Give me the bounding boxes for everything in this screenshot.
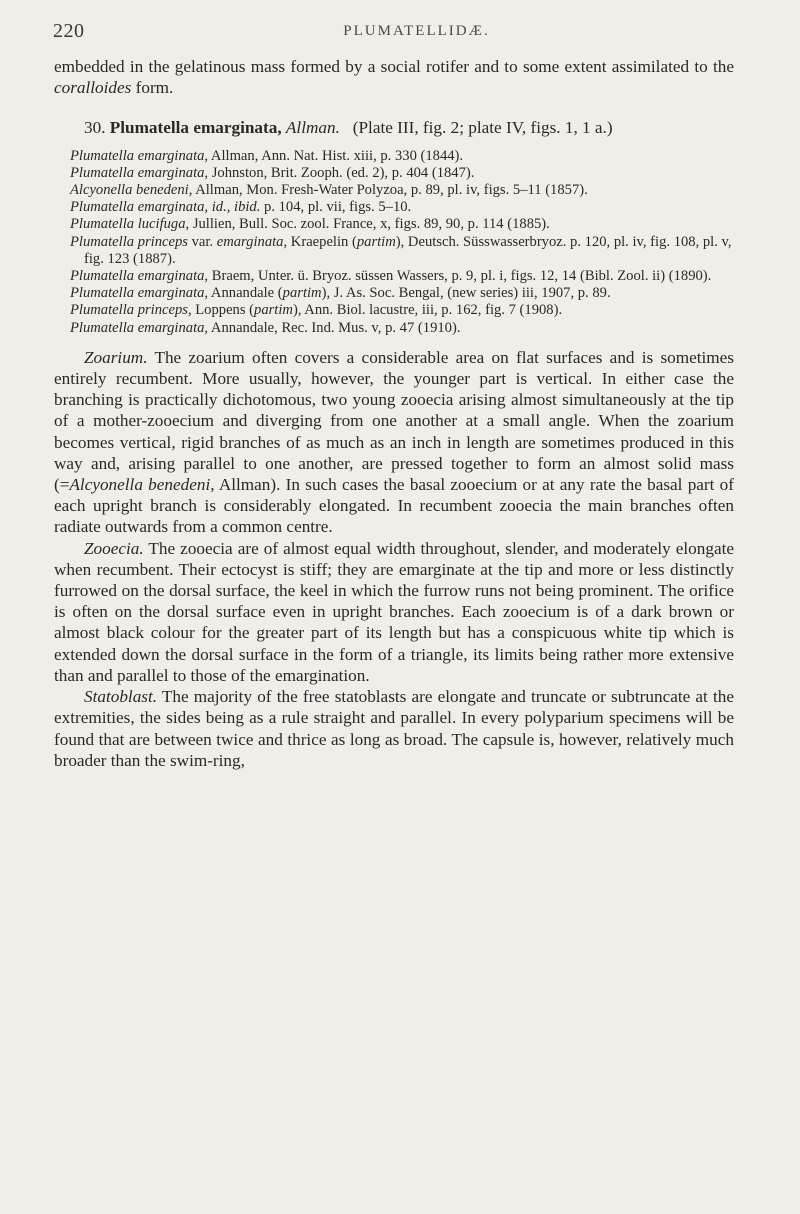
zooecia-label: Zooecia. [84,538,144,558]
species-number: 30. [84,118,106,138]
synonym-name: partim [356,233,396,250]
statoblast-text: The majority of the free statoblasts are elongate and truncate or subtruncate at the extremities, the sides being as a rule straight and parallel. In every polyparium specimens will be found that are between twice and thrice as long as broad. The capsule is, however, relatively much broader than the swim-ring, [54,687,734,770]
intro-paragraph [54,56,734,98]
running-head: PLUMATELLIDÆ. [343,23,490,39]
synonym-entry [54,302,734,319]
synonym-ref: Jullien, Bull. Soc. zool. France, x, figs. 89, 90, p. 114 (1885). [189,216,550,233]
synonym-entry [54,165,734,182]
synonym-ref: Allman, Ann. Nat. Hist. xiii, p. 330 (1844). [208,147,464,164]
synonym-ref: ), J. As. Soc. Bengal, (new series) iii, 1907, p. 89. [321,285,611,302]
synonym-name: emarginata, [216,233,288,250]
synonym-ref: Annandale ( [208,285,283,302]
synonym-ref: ), Deutsch. Süsswasserbryoz. p. 120, pl. iv, fig. 108, pl. v, fig. 123 (1887). [84,233,732,267]
synonym-ref: ), Ann. Biol. lacustre, iii, p. 162, fig. 7 (1908). [292,302,563,319]
synonym-ref: p. 104, pl. vii, figs. 5–10. [260,199,412,216]
synonym-name: Plumatella emarginata, [70,319,209,336]
synonym-ref: Annandale, Rec. Ind. Mus. v, p. 47 (1910). [208,319,461,336]
intro-text-end: form. [131,78,174,98]
synonym-name: Plumatella princeps, [70,302,192,319]
synonym-ref: var. [187,233,217,250]
zoarium-italic: Alcyonella benedeni, [69,475,215,495]
synonym-entry [54,148,734,165]
synonym-name: Plumatella lucifuga, [70,216,190,233]
intro-text: embedded in the gelatinous mass formed by a social rotifer and to some extent assimilated to the [54,57,734,76]
synonym-name: partim [254,302,293,319]
synonym-name: Plumatella emarginata, [70,164,209,181]
zoarium-text-end: Allman). In such cases the basal zooecium or at any rate the basal part of each upright branch is considerably elongated. In recumbent zooecia the main branches often radiate outwards from a common centre. [54,475,734,537]
zoarium-paragraph [54,347,734,538]
synonym-entry [54,285,734,302]
species-author: Allman. [285,118,340,138]
zoarium-label: Zoarium. [84,347,148,367]
species-heading [54,117,734,138]
synonym-ref: Braem, Unter. ü. Bryoz. süssen Wassers, p. 9, pl. i, figs. 12, 14 (Bibl. Zool. ii) (1890). [208,268,712,285]
synonym-name: Alcyonella benedeni, [70,182,193,199]
synonym-entry [54,320,734,337]
statoblast-paragraph [54,686,734,771]
page-header [53,20,740,46]
species-plates: (Plate III, fig. 2; plate IV, figs. 1, 1 a.) [352,118,613,138]
statoblast-label: Statoblast. [84,687,158,707]
page-number: 220 [53,20,85,42]
synonym-ref: Johnston, Brit. Zooph. (ed. 2), p. 404 (1847). [208,164,475,181]
synonym-name: Plumatella princeps [70,233,188,250]
synonym-name: Plumatella emarginata, [70,285,209,302]
synonymy-list [54,148,734,337]
synonym-ref: Kraepelin ( [287,233,357,250]
synonym-name: partim [282,285,322,302]
intro-italic: coralloides [54,78,132,98]
synonym-ref: Allman, Mon. Fresh-Water Polyzoa, p. 89, pl. iv, figs. 5–11 (1857). [192,182,588,199]
species-name: Plumatella emarginata, [109,118,282,138]
synonym-entry [54,234,734,268]
zooecia-text: The zooecia are of almost equal width throughout, slender, and moderately elongate when recumbent. Their ectocyst is stiff; they are emarginate at the tip and more or less distinctly furrowed on the dorsal surface, the keel in which the furrow runs not being prominent. The orifice is often on the dorsal surface even in upright branches. Each zooecium is of a dark brown or almost black colour for the greater part of its length but has a conspicuous white tip which is extended down the dorsal surface in the form of a triangle, its limits being rather more extensive than and parallel to those of the emargination. [54,538,734,685]
synonym-entry [54,216,734,233]
synonym-entry [54,268,734,285]
synonym-name: Plumatella emarginata, [70,268,209,285]
synonym-name: Plumatella emarginata, [70,147,209,164]
synonym-ref: Loppens ( [191,302,255,319]
zoarium-text: The zoarium often covers a considerable area on flat surfaces and is sometimes entirely recumbent. More usually, however, the younger part is vertical. In either case the branching is practically dichotomous, two young zooecia arising almost simultaneously at the tip of a mother-zooecium and diverging from one another at a small angle. When the zoarium becomes vertical, rigid branches of as much as an inch in length are sometimes produced in this way and, arising parallel to one another, are pressed together to form an almost solid mass (= [54,347,734,495]
synonym-entry [54,182,734,199]
synonym-name: Plumatella emarginata, id., ibid. [70,199,261,216]
synonym-entry [54,199,734,216]
body-text [54,56,734,771]
zooecia-paragraph [54,538,734,686]
